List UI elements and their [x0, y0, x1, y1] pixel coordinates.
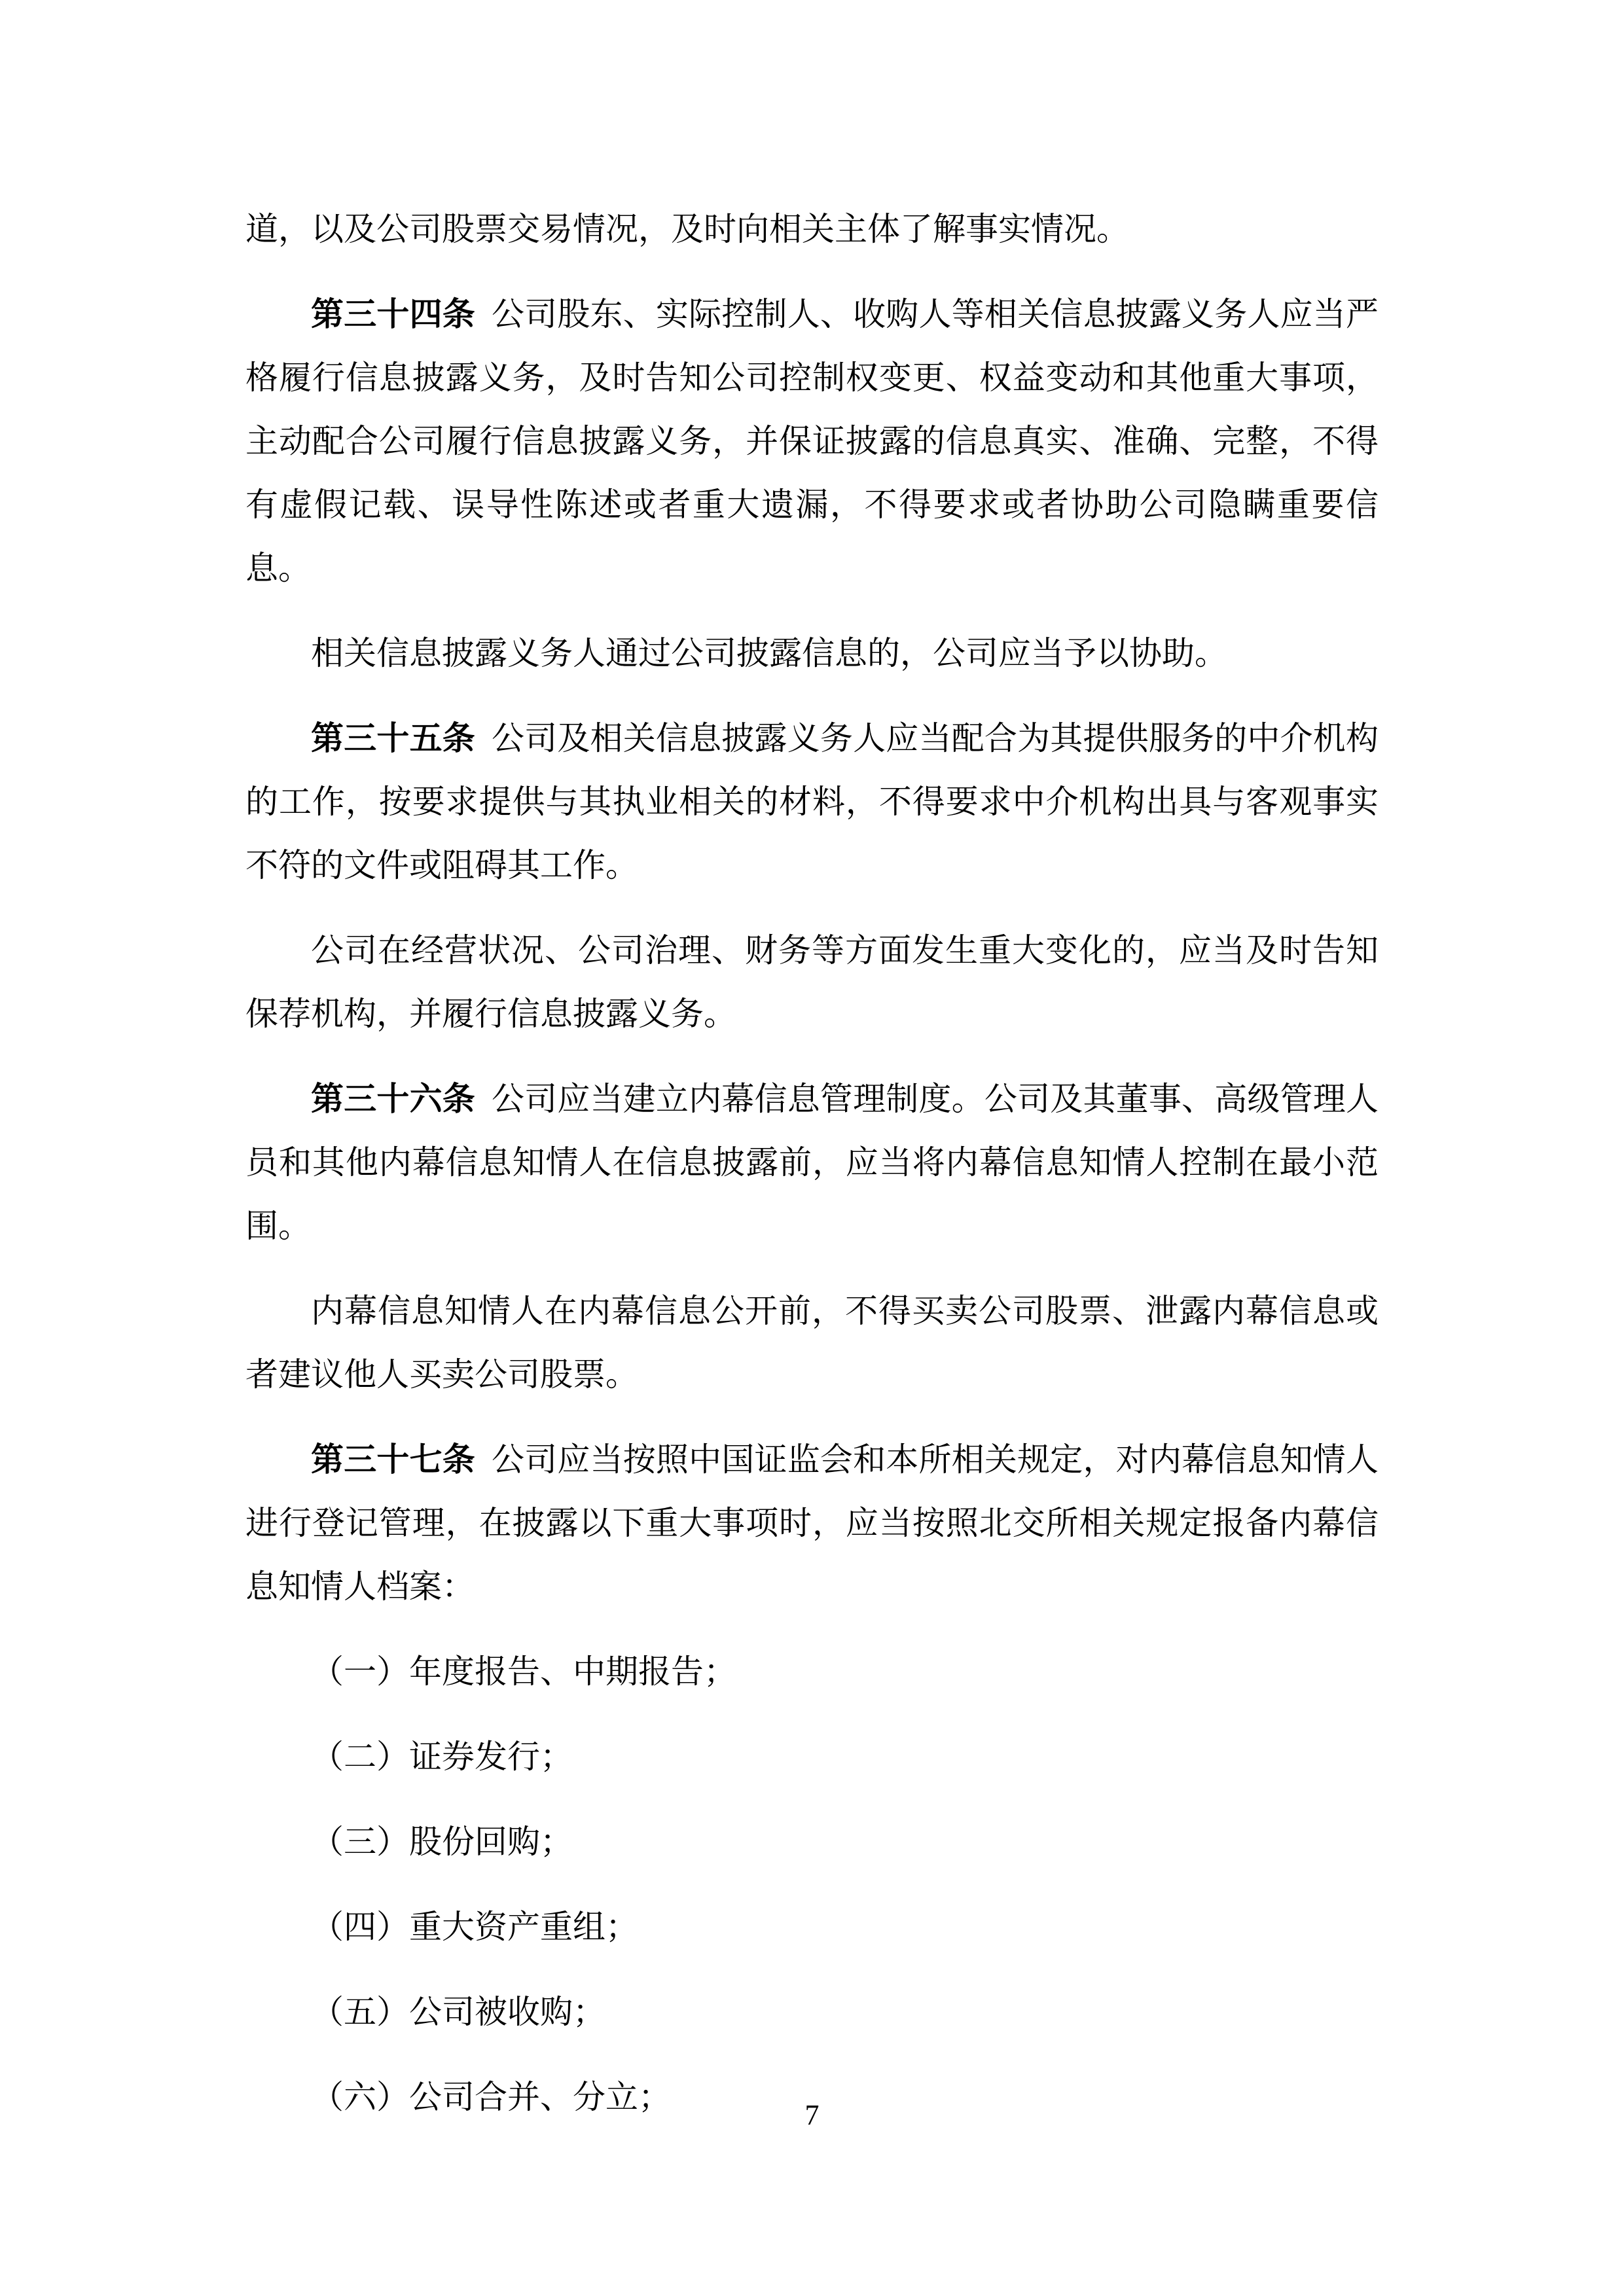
paragraph-article-36 — [245, 1067, 1379, 1258]
list-item-text: （六）公司合并、分立； — [311, 2079, 671, 2115]
paragraph-text: 公司应当按照中国证监会和本所相关规定，对内幕信息知情人进行登记管理，在披露以下重大事项时，应当按照北交所相关规定报备内幕信息知情人档案： — [245, 1441, 1379, 1605]
list-item-4 — [245, 1895, 1379, 1959]
article-number: 第三十七条 — [311, 1441, 475, 1478]
list-item-text: （一）年度报告、中期报告； — [311, 1653, 736, 1690]
paragraph-text: 内幕信息知情人在内幕信息公开前，不得买卖公司股票、泄露内幕信息或者建议他人买卖公司股票。 — [245, 1293, 1379, 1393]
list-item-text: （五）公司被收购； — [311, 1994, 605, 2030]
paragraph-text: 公司在经营状况、公司治理、财务等方面发生重大变化的，应当及时告知保荐机构，并履行信息披露义务。 — [245, 932, 1379, 1032]
paragraph-text: 公司股东、实际控制人、收购人等相关信息披露义务人应当严格履行信息披露义务，及时告知公司控制权变更、权益变动和其他重大事项，主动配合公司履行信息披露义务，并保证披露的信息真实、准确、完整，不得有虚假记载、误导性陈述或者重大遗漏，不得要求或者协助公司隐瞒重要信息。 — [245, 296, 1379, 586]
article-number: 第三十六条 — [311, 1081, 475, 1117]
paragraph — [245, 1280, 1379, 1407]
document-body — [245, 198, 1379, 2129]
paragraph-text: 公司应当建立内幕信息管理制度。公司及其董事、高级管理人员和其他内幕信息知情人在信息披露前，应当将内幕信息知情人控制在最小范围。 — [245, 1081, 1379, 1244]
paragraph-article-35 — [245, 707, 1379, 897]
list-item-1 — [245, 1640, 1379, 1704]
paragraph-text: 公司及相关信息披露义务人应当配合为其提供服务的中介机构的工作，按要求提供与其执业相关的材料，不得要求中介机构出具与客观事实不符的文件或阻碍其工作。 — [245, 720, 1379, 884]
paragraph-continuation — [245, 198, 1379, 261]
list-item-2 — [245, 1725, 1379, 1789]
paragraph-text: 道，以及公司股票交易情况，及时向相关主体了解事实情况。 — [245, 211, 1129, 247]
paragraph — [245, 622, 1379, 685]
paragraph-article-37 — [245, 1428, 1379, 1619]
paragraph — [245, 919, 1379, 1046]
list-item-text: （二）证券发行； — [311, 1738, 573, 1775]
page-number: 7 — [804, 2099, 820, 2131]
list-item-5 — [245, 1981, 1379, 2044]
list-item-3 — [245, 1810, 1379, 1874]
article-number: 第三十五条 — [311, 720, 475, 757]
list-item-text: （四）重大资产重组； — [311, 1909, 638, 1945]
list-item-text: （三）股份回购； — [311, 1823, 573, 1860]
page-footer — [0, 2101, 1624, 2130]
article-number: 第三十四条 — [311, 296, 475, 332]
paragraph-article-34 — [245, 283, 1379, 600]
paragraph-text: 相关信息披露义务人通过公司披露信息的，公司应当予以协助。 — [311, 635, 1227, 672]
